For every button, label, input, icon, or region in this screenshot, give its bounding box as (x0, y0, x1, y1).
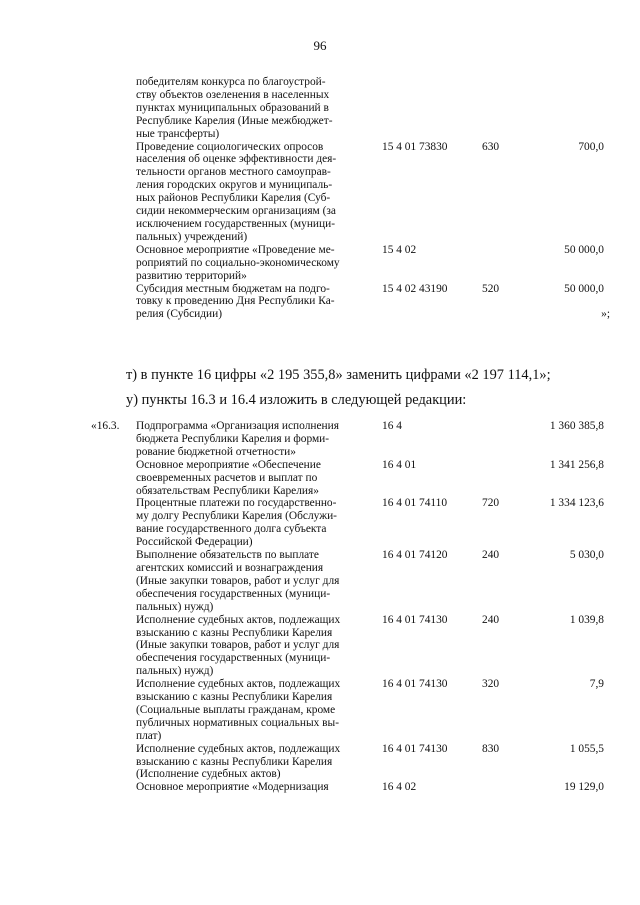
item-name: Основное мероприятие «Проведение ме- роприятий по социально-экономическому развитию территорий» (136, 243, 340, 282)
budget-table-top (0, 76, 640, 321)
expense-type-code: 240 (482, 549, 500, 562)
item-name: Основное мероприятие «Модернизация (136, 781, 329, 794)
budget-table-bottom (0, 420, 640, 794)
amount: 1 341 256,8 (549, 458, 604, 471)
table-row (0, 141, 640, 244)
target-code: 15 4 02 43190 (382, 282, 448, 295)
table-row (0, 614, 640, 679)
target-code: 16 4 01 74120 (382, 549, 448, 562)
table-row (0, 459, 640, 498)
table-row (0, 678, 640, 743)
closing-quote: »; (601, 308, 610, 321)
expense-type-code: 630 (482, 140, 500, 153)
amount: 1 055,5 (569, 742, 604, 755)
item-name: Субсидия местным бюджетам на подго- товку к проведению Дня Республики Ка- релия (Субсидии) (136, 282, 335, 321)
expense-type-code: 240 (482, 613, 500, 626)
table-row (0, 244, 640, 283)
expense-type-code: 520 (482, 282, 500, 295)
target-code: 16 4 02 (382, 781, 417, 794)
amount: 1 360 385,8 (549, 420, 604, 432)
amount: 700,0 (578, 140, 604, 153)
item-name: Исполнение судебных актов, подлежащих взысканию с казны Республики Карелия (Иные закупки товаров, работ и услуг для обеспечения государственных (муници- пальных) нужд) (136, 613, 341, 678)
table-row (0, 283, 640, 322)
item-name: Исполнение судебных актов, подлежащих взысканию с казны Республики Карелия (Исполнение судебных актов) (136, 742, 341, 781)
item-name: Основное мероприятие «Обеспечение своевременных расчетов и выплат по обязательствам Республики Карелия» (136, 458, 321, 497)
target-code: 16 4 (382, 420, 402, 432)
table-row (0, 76, 640, 141)
target-code: 16 4 01 74130 (382, 613, 448, 626)
amount: 1 334 123,6 (549, 497, 604, 510)
page-number: 96 (313, 38, 327, 53)
amount: 5 030,0 (569, 549, 604, 562)
item-name: Исполнение судебных актов, подлежащих взысканию с казны Республики Карелия (Социальные выплаты гражданам, кроме публичных нормативных социальных вы- плат) (136, 678, 341, 742)
expense-type-code: 320 (482, 678, 500, 691)
paragraph-u: у) пункты 16.3 и 16.4 изложить в следующей редакции: (126, 392, 467, 408)
item-name: Подпрограмма «Организация исполнения бюджета Республики Карелия и форми- рование бюджетной отчетности» (136, 420, 339, 458)
table-row (0, 781, 640, 794)
target-code: 16 4 01 74130 (382, 742, 448, 755)
expense-type-code: 830 (482, 742, 500, 755)
item-name: Выполнение обязательств по выплате агентских комиссий и вознаграждения (Иные закупки товаров, работ и услуг для обеспечения государственных (муници- пальных) нужд) (136, 549, 340, 613)
table-row (0, 420, 640, 459)
item-name: победителям конкурса по благоустрой- ству объектов озеленения в населенных пунктах муниципальных образований в Республике Карелия (Иные межбюджет- ные трансферты) (136, 76, 333, 140)
amount: 1 039,8 (569, 613, 604, 626)
target-code: 16 4 01 74110 (382, 497, 448, 510)
paragraph-t: т) в пункте 16 цифры «2 195 355,8» заменить цифрами «2 197 114,1»; (126, 367, 551, 383)
table-row (0, 497, 640, 549)
target-code: 15 4 01 73830 (382, 140, 448, 153)
target-code: 16 4 01 74130 (382, 678, 448, 691)
item-name: Проведение социологических опросов населения об оценке эффективности дея- тельности органов местного самоуправ- ления городских округов и муниципаль- ных районов Республики Карелия (Суб- сидии некоммерческим организациям (за исключением государственных (муници- пальных) учреждений) (136, 140, 337, 243)
target-code: 15 4 02 (382, 243, 417, 256)
amount: 7,9 (589, 678, 604, 691)
item-name: Процентные платежи по государственно- му долгу Республики Карелия (Обслужи- вание государственного долга субъекта Российской Федерации) (136, 497, 337, 549)
expense-type-code: 720 (482, 497, 500, 510)
target-code: 16 4 01 (382, 458, 417, 471)
table-row (0, 743, 640, 782)
amount: 50 000,0 (564, 243, 604, 256)
item-number: «16.3. (91, 420, 120, 432)
amount: 50 000,0 (564, 282, 604, 295)
amount: 19 129,0 (564, 781, 604, 794)
table-row (0, 549, 640, 614)
